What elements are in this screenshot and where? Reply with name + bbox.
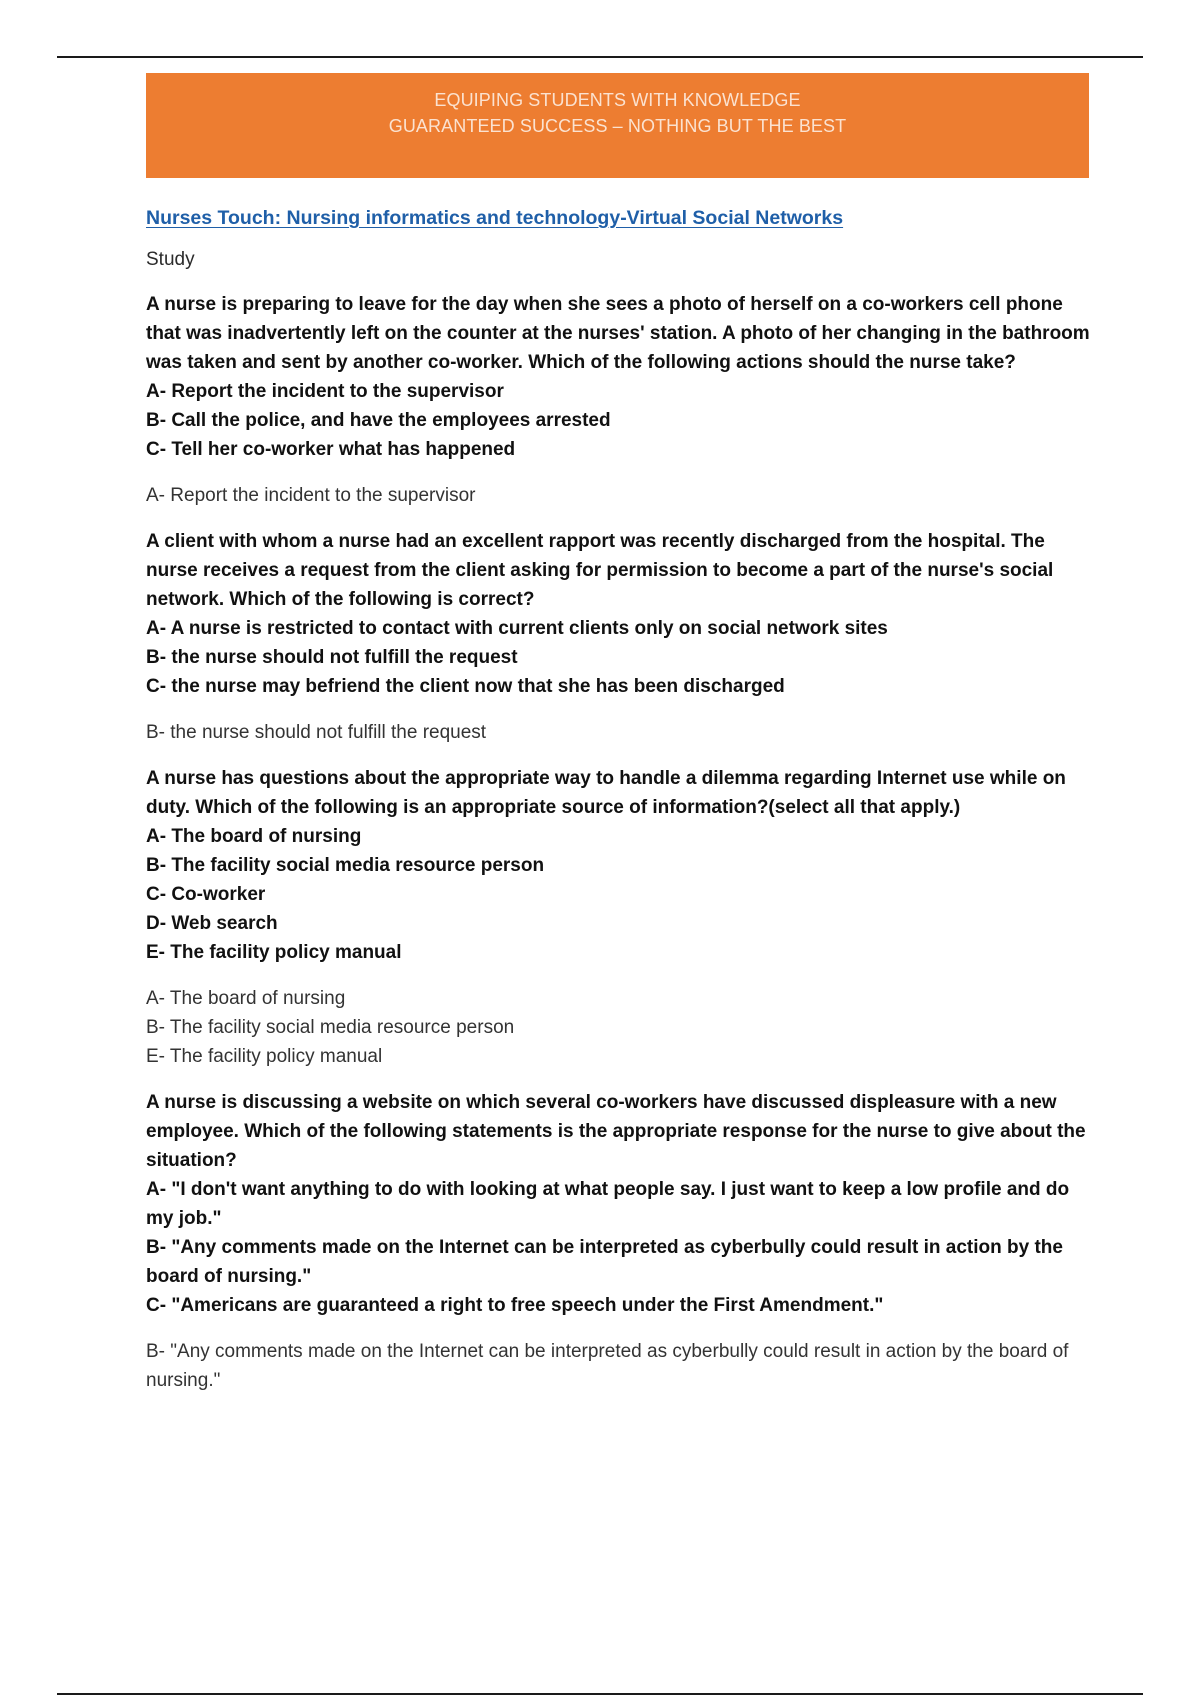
option: C- "Americans are guaranteed a right to free speech under the First Amendment.": [146, 1295, 884, 1316]
answer-line: E- The facility policy manual: [146, 1046, 383, 1067]
option: B- Call the police, and have the employees arrested: [146, 410, 611, 431]
question-4-answer: [146, 1337, 1090, 1395]
option: A- A nurse is restricted to contact with current clients only on social network sites: [146, 618, 888, 639]
option: B- The facility social media resource person: [146, 855, 545, 876]
header-banner: [146, 73, 1089, 178]
question-1-answer: [146, 481, 1090, 510]
option: B- "Any comments made on the Internet can be interpreted as cyberbully could result in action by the board of nursing.": [146, 1237, 1063, 1287]
answer-line: A- The board of nursing: [146, 988, 346, 1009]
question-4-options: [146, 1175, 1090, 1320]
question-2-text: A client with whom a nurse had an excellent rapport was recently discharged from the hospital. The nurse receives a request from the client asking for permission to become a part of the nurse's social network. Which of the following is correct?: [146, 531, 1054, 610]
page-content: [146, 73, 1090, 1395]
top-rule: [57, 56, 1143, 58]
question-2-options: [146, 614, 1090, 701]
option: E- The facility policy manual: [146, 942, 402, 963]
question-1-text: A nurse is preparing to leave for the day when she sees a photo of herself on a co-workers cell phone that was inadvertently left on the counter at the nurses' station. A photo of her changing in the bathroom was taken and sent by another co-worker. Which of the following actions should the nurse take?: [146, 294, 1090, 373]
question-4-text: A nurse is discussing a website on which several co-workers have discussed displeasure with a new employee. Which of the following statements is the appropriate response for the nurse to give about the situation?: [146, 1092, 1086, 1171]
question-3-answer: [146, 984, 1090, 1071]
bottom-rule: [57, 1693, 1143, 1695]
answer-line: A- Report the incident to the supervisor: [146, 485, 476, 506]
option: C- Tell her co-worker what has happened: [146, 439, 516, 460]
option: C- Co-worker: [146, 884, 266, 905]
option: A- The board of nursing: [146, 826, 362, 847]
study-label: Study: [146, 249, 195, 270]
option: A- Report the incident to the supervisor: [146, 381, 504, 402]
question-3-text: A nurse has questions about the appropriate way to handle a dilemma regarding Internet use while on duty. Which of the following is an appropriate source of information?(select all that apply.): [146, 768, 1066, 818]
option: B- the nurse should not fulfill the request: [146, 647, 518, 668]
banner-line-1: EQUIPING STUDENTS WITH KNOWLEDGE: [434, 90, 801, 110]
answer-line: B- "Any comments made on the Internet can be interpreted as cyberbully could result in action by the board of nursing.": [146, 1341, 1069, 1391]
question-2-answer: [146, 718, 1090, 747]
document-title-link[interactable]: Nurses Touch: Nursing informatics and technology-Virtual Social Networks: [146, 207, 844, 229]
answer-line: B- the nurse should not fulfill the request: [146, 722, 487, 743]
banner-line-2: GUARANTEED SUCCESS – NOTHING BUT THE BEST: [388, 116, 847, 136]
question-3-options: [146, 822, 1090, 967]
option: D- Web search: [146, 913, 278, 934]
answer-line: B- The facility social media resource person: [146, 1017, 515, 1038]
option: C- the nurse may befriend the client now that she has been discharged: [146, 676, 785, 697]
option: A- "I don't want anything to do with looking at what people say. I just want to keep a low profile and do my job.": [146, 1179, 1070, 1229]
question-1-options: [146, 377, 1090, 464]
